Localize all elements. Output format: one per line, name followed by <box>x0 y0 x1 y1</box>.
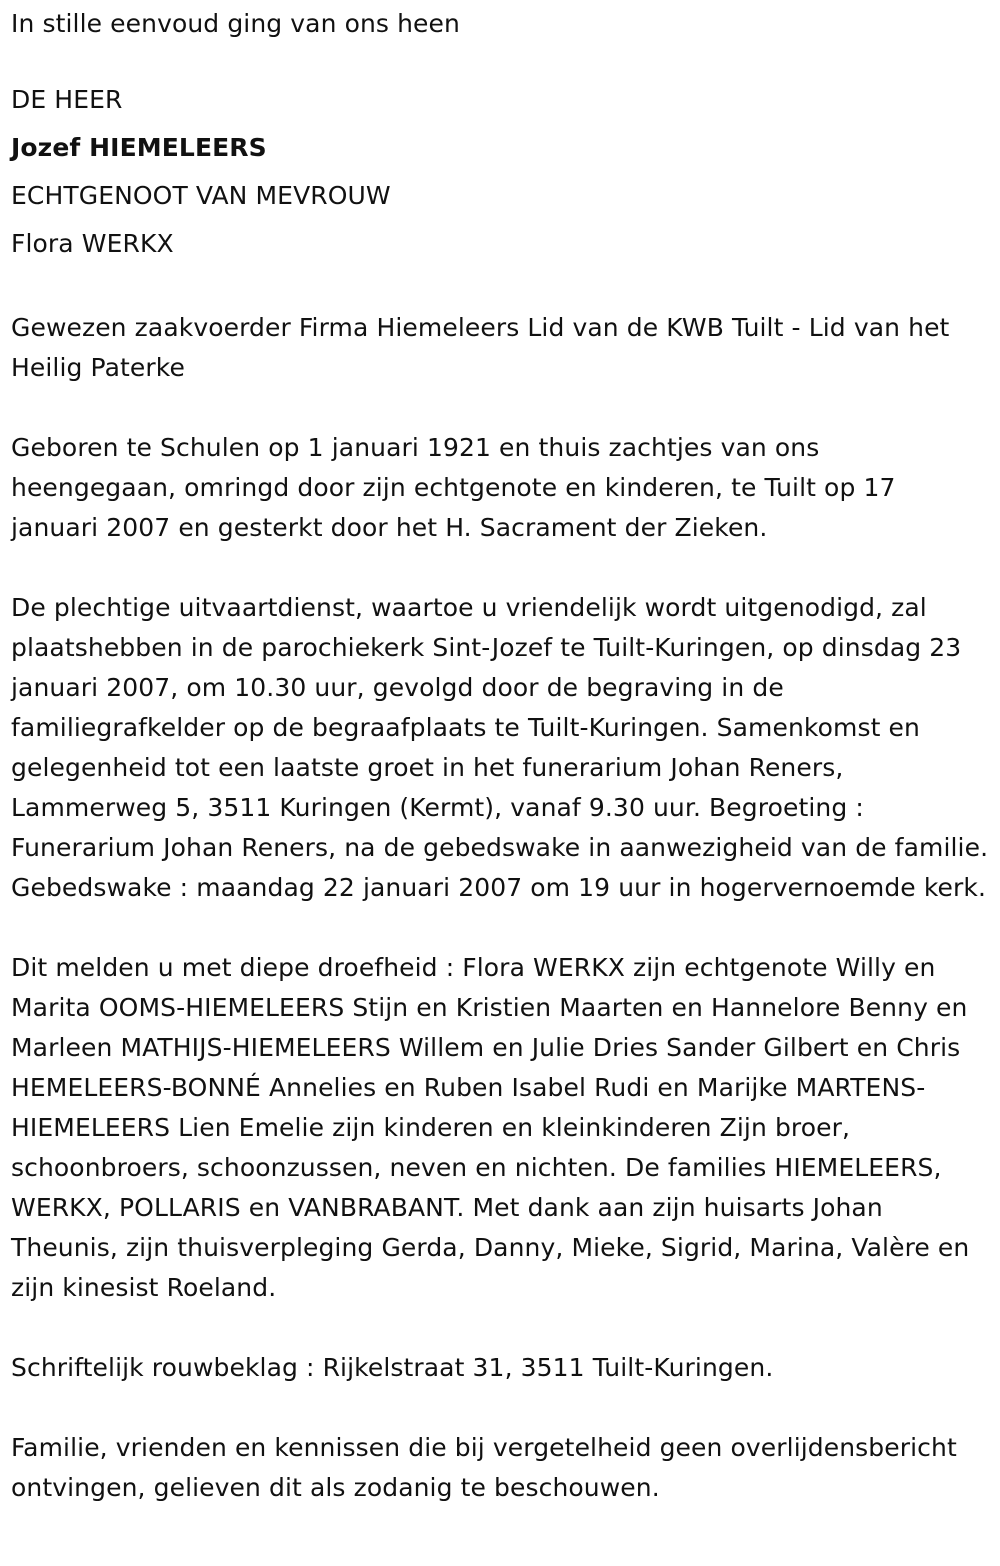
closing-paragraph: Familie, vrienden en kennissen die bij vergetelheid geen overlijdensbericht ontvingen, gelieven dit als zodanig te beschouwen. <box>11 1433 957 1502</box>
spacer <box>11 44 989 76</box>
spacer <box>11 1388 989 1428</box>
obituary-notice <box>11 0 989 1508</box>
spacer <box>11 1308 989 1348</box>
spouse-label: ECHTGENOOT VAN MEVROUW <box>11 181 391 210</box>
spacer <box>11 548 989 588</box>
birth-death-paragraph: Geboren te Schulen op 1 januari 1921 en thuis zachtjes van ons heengegaan, omringd door zijn echtgenote en kinderen, te Tuilt op 17 januari 2007 en gesterkt door het H. Sacrament der Zieken. <box>11 433 896 542</box>
spacer <box>11 388 989 428</box>
spacer <box>11 268 989 308</box>
spacer <box>11 908 989 948</box>
spouse-name: Flora WERKX <box>11 229 174 258</box>
funeral-paragraph: De plechtige uitvaartdienst, waartoe u vriendelijk wordt uitgenodigd, zal plaatshebben in de parochiekerk Sint-Jozef te Tuilt-Kuringen, op dinsdag 23 januari 2007, om 10.30 uur, gevolgd door de begraving in de familiegrafkelder op de begraafplaats te Tuilt-Kuringen. Samenkomst en gelegenheid tot een laatste groet in het funerarium Johan Reners, Lammerweg 5, 3511 Kuringen (Kermt), vanaf 9.30 uur. Begroeting : Funerarium Johan Reners, na de gebedswake in aanwezigheid van de familie. Gebedswake : maandag 22 januari 2007 om 19 uur in hogervernoemde kerk. <box>11 593 989 902</box>
announcement-paragraph: Dit melden u met diepe droefheid : Flora WERKX zijn echtgenote Willy en Marita OOMS-HIEMELEERS Stijn en Kristien Maarten en Hannelore Benny en Marleen MATHIJS-HIEMELEERS Willem en Julie Dries Sander Gilbert en Chris HEMELEERS-BONNÉ Annelies en Ruben Isabel Rudi en Marijke MARTENS-HIEMELEERS Lien Emelie zijn kinderen en kleinkinderen Zijn broer, schoonbroers, schoonzussen, neven en nichten. De families HIEMELEERS, WERKX, POLLARIS en VANBRABANT. Met dank aan zijn huisarts Johan Theunis, zijn thuisverpleging Gerda, Danny, Mieke, Sigrid, Marina, Valère en zijn kinesist Roeland. <box>11 953 970 1302</box>
condolence-address: Schriftelijk rouwbeklag : Rijkelstraat 31, 3511 Tuilt-Kuringen. <box>11 1353 774 1382</box>
deceased-name: Jozef HIEMELEERS <box>11 133 267 162</box>
occupation-paragraph: Gewezen zaakvoerder Firma Hiemeleers Lid van de KWB Tuilt - Lid van het Heilig Paterke <box>11 313 950 382</box>
intro-line: In stille eenvoud ging van ons heen <box>11 9 460 38</box>
title-prefix: DE HEER <box>11 85 123 114</box>
